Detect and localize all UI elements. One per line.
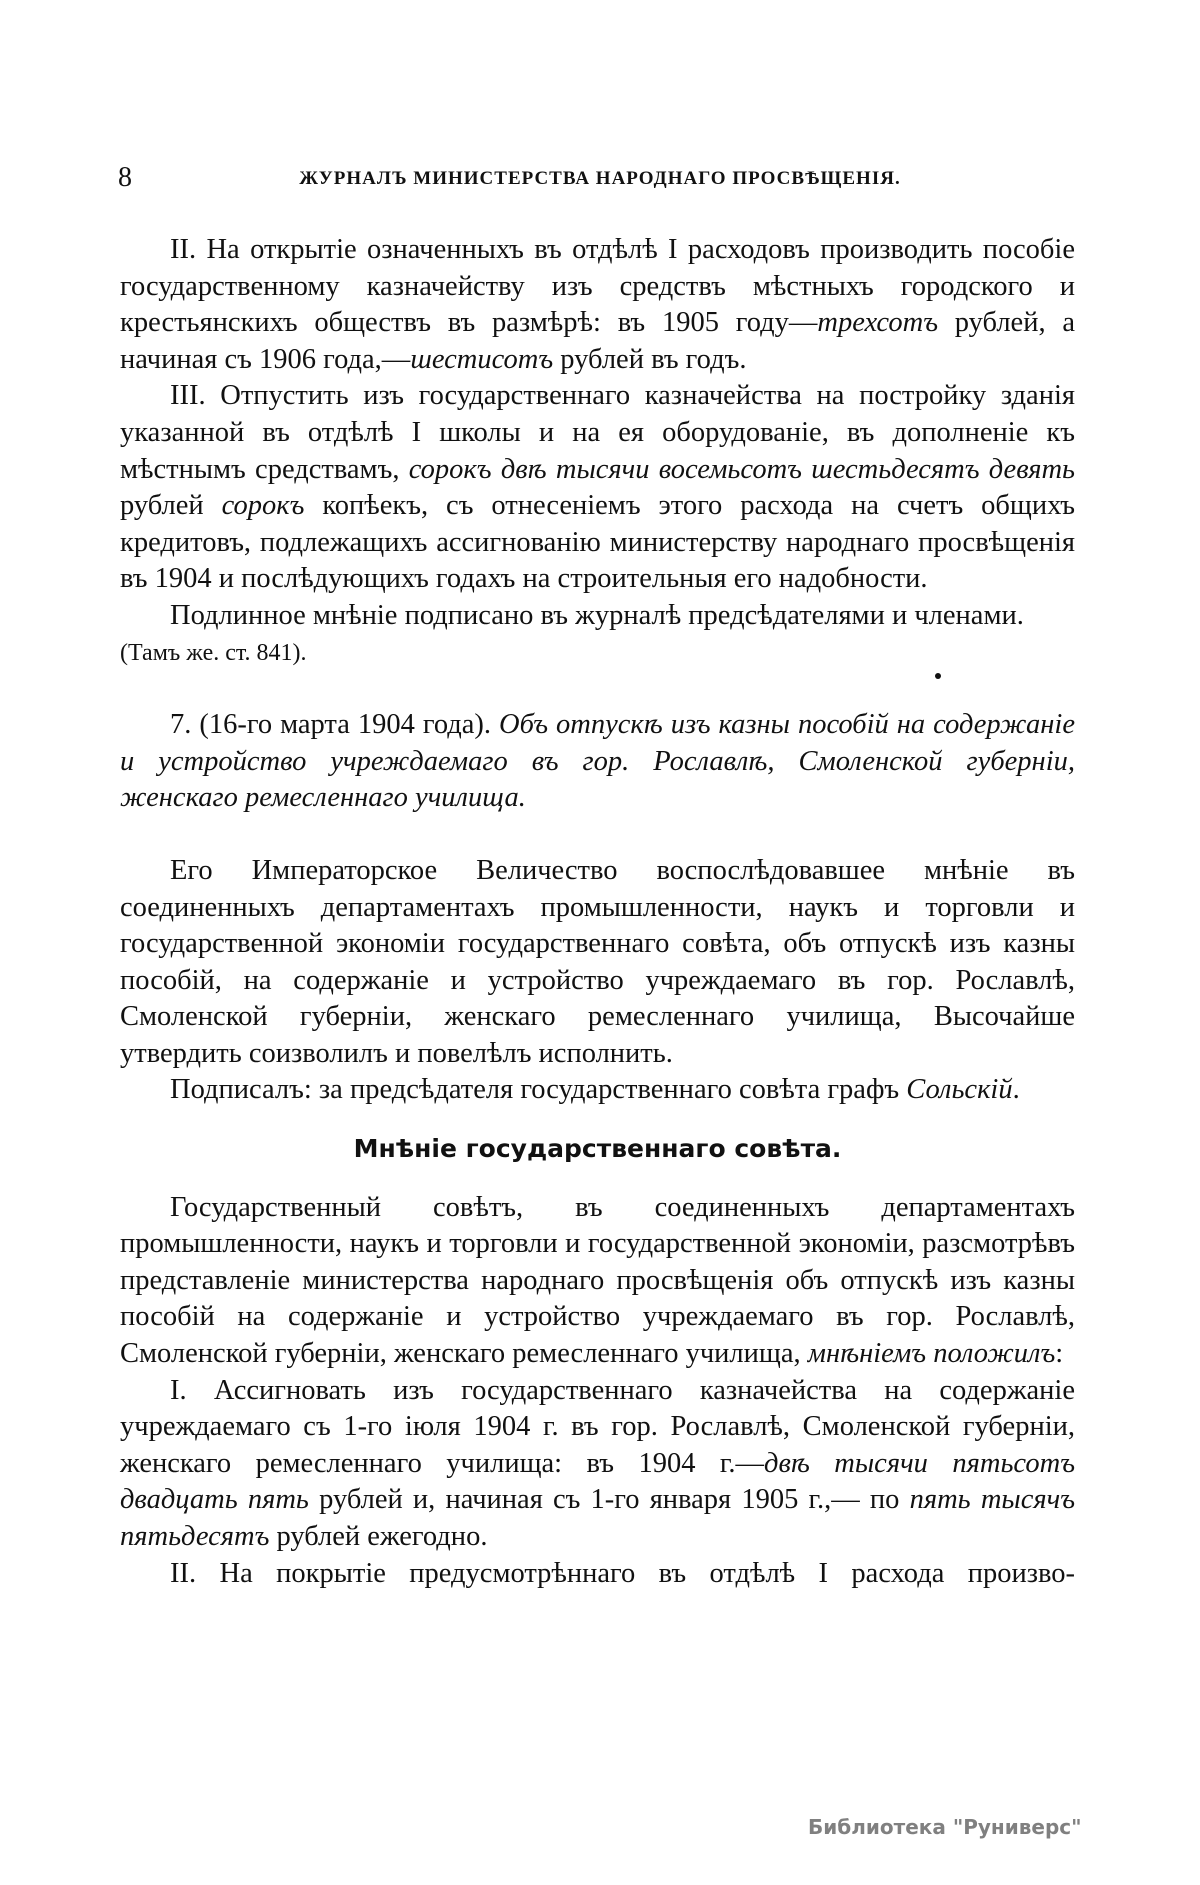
opinion-intro [120,1190,1075,1373]
italic-amount: сорокъ двѣ тысячи восемьсотъ шестьдесятъ девять [408,453,1075,485]
paragraph-II [120,232,1075,378]
signatory-name: Сольскій [906,1074,1013,1106]
italic-amount: трехсотъ [817,307,939,339]
page-number: 8 [118,162,132,193]
opinion-paragraph-I [120,1373,1075,1556]
italic-amount: сорокъ [221,490,305,522]
page-body [120,232,1075,1592]
italic-amount: двѣ тысячи пятьсотъ двадцать пять [120,1447,1075,1516]
entry-date: 7. (16-го марта 1904 года). [170,709,500,741]
spacer [120,1168,1075,1190]
entry-title: Объ отпускѣ изъ казны пособій на содержаніе и устройство учреждаемаго въ гор. Рославлѣ, Смоленской губерніи, женскаго ремесленнаго училища. [120,709,1075,814]
text: I. Ассигновать изъ государственнаго казначейства на содержаніе учреждаемаго съ 1-го іюля 1904 г. въ гор. Рославлѣ, Смоленской губерніи, женскаго ремесленнаго училища: въ 1904 г.— [120,1374,1075,1479]
text: III. Отпустить изъ государственнаго казначейства на постройку зданія указанной въ отдѣлѣ I школы и на ея оборудованіе, въ дополненіе къ мѣстнымъ средствамъ, [120,380,1075,485]
text: рублей ежегодно. [269,1521,488,1552]
stray-dot [120,671,1075,707]
text: II. На открытіе означенныхъ въ отдѣлѣ I расходовъ производить пособіе государственному казначейству изъ средствъ мѣстныхъ городского и крестьянскихъ обществъ въ размѣрѣ: въ 1905 году— [120,234,1075,339]
italic-phrase: мнѣніемъ положилъ [807,1338,1056,1370]
spacer [120,1109,1075,1131]
running-title: ЖУРНАЛЪ МИНИСТЕРСТВА НАРОДНАГО ПРОСВѢЩЕНІЯ. [299,168,901,189]
text: Подписалъ: за предсѣдателя государственнаго совѣта графъ [170,1074,907,1106]
text: рублей [120,490,222,522]
spacer [120,817,1075,853]
opinion-paragraph-II: II. На покрытіе предусмотрѣннаго въ отдѣлѣ I расхода произво- [170,1557,1075,1589]
reference: (Тамъ же. ст. 841). [120,639,307,666]
text: копѣекъ, съ отнесеніемъ этого расхода на счетъ общихъ кредитовъ, подлежащихъ ассигнованію министерству народнаго просвѣщенія въ 1904 и послѣдующихъ годахъ на строительныя его надобности. [120,490,1075,595]
text: Государственный совѣтъ, въ соединенныхъ департаментахъ промышленности, наукъ и торговли и государственной экономіи, разсмотрѣвъ представленіе министерства народнаго просвѣщенія объ отпускѣ изъ казны пособій на содержаніе и устройство учреждаемаго въ гор. Рославлѣ, Смоленской губерніи, женскаго ремесленнаго училища, [120,1191,1075,1370]
text: . [1012,1074,1020,1106]
signature-line [120,1072,1075,1109]
text: рублей, а начиная съ 1906 года,— [120,307,1075,375]
imperial-approval: Его Императорское Величество воспослѣдовавшее мнѣніе въ соединенныхъ департаментахъ промышленности, наукъ и торговли и государственной экономіи государственнаго совѣта, объ отпускѣ изъ казны пособій, на содержаніе и устройство учреждаемаго въ гор. Рославлѣ, Смоленской губерніи, женскаго ремесленнаго училища, Высочайше утвердить соизволилъ и повелѣлъ исполнить. [120,854,1075,1069]
library-watermark: Библиотека "Руниверс" [808,1815,1082,1839]
paragraph-III [120,378,1075,598]
signed-note: Подлинное мнѣніе подписано въ журналѣ предсѣдателями и членами. [170,599,1024,631]
italic-amount: пять тысячъ пятьдесятъ [120,1484,1075,1552]
section-heading: Мнѣніе государственнаго совѣта. [353,1134,842,1164]
text: : [1055,1338,1064,1370]
italic-amount: шестисотъ [410,343,554,375]
text: рублей въ годъ. [553,343,747,375]
entry-7-title [120,707,1075,817]
text: рублей и, начиная съ 1-го января 1905 г.,— по [308,1484,910,1516]
